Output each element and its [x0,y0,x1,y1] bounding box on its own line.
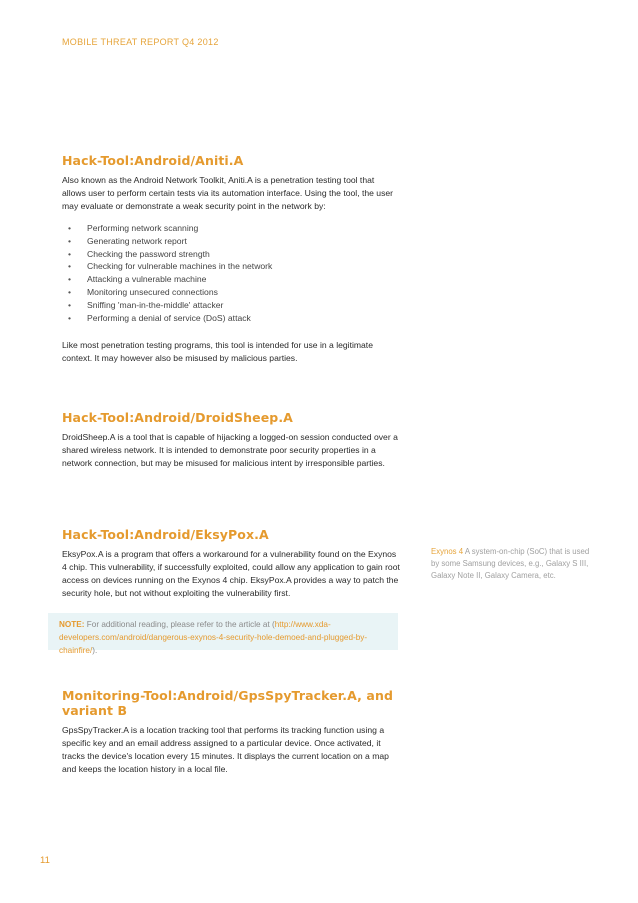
page-number: 11 [40,855,50,866]
capability-list [62,222,400,325]
list-item: • Sniffing 'man-in-the-middle' attacker [68,300,224,311]
section-intro: Also known as the Android Network Toolkit, Aniti.A is a penetration testing tool that allows user to perform certain tests via its automation interface. Using the tool, the user may evaluate or demonstrate a weak security point in the network by: [62,175,394,211]
bullet-icon: • [68,313,72,324]
note-box [48,613,398,655]
list-item: • Performing network scanning [68,222,199,233]
section-title: Hack-Tool:Android/DroidSheep.A [62,410,293,425]
section-body: DroidSheep.A is a tool that is capable of hijacking a logged-on session conducted over a shared wireless network. It is intended to demonstrate poor security properties in a network connection, but may be misused for malicious intent by irresponsible parties. [62,432,398,468]
sidenote-text: A system-on-chip (SoC) that is used by some Samsung devices, e.g., Galaxy S III, Galaxy Note II, Galaxy Camera, etc. [431,547,590,580]
sidenote-term: Exynos 4 [431,547,464,556]
list-item: • Monitoring unsecured connections [68,287,218,298]
section-gpsspytracker [62,688,407,776]
sidenote-exynos [431,546,591,581]
list-item: • Checking for vulnerable machines in the network [68,261,273,272]
list-item: • Attacking a vulnerable machine [68,274,207,285]
section-title: Hack-Tool:Android/Aniti.A [62,153,244,168]
note-label: NOTE: [59,620,85,629]
bullet-icon: • [68,235,72,246]
section-eksypox [62,527,400,600]
bullet-icon: • [68,222,72,233]
bullet-icon: • [68,300,72,311]
section-title: Monitoring-Tool:Android/GpsSpyTracker.A, and variant B [62,688,393,718]
bullet-icon: • [68,287,72,298]
bullet-icon: • [68,274,72,285]
section-body: GpsSpyTracker.A is a location tracking tool that performs its tracking function using a specific key and an email address assigned to a particular device. Once activated, it tracks the device's location every 15 minutes. It displays the current location on a map and keeps the location history in a local file. [62,725,389,774]
note-suffix: ). [92,645,98,655]
section-title: Hack-Tool:Android/EksyPox.A [62,527,269,542]
bullet-icon: • [68,248,72,259]
section-outro: Like most penetration testing programs, this tool is intended for use in a legitimate context. It may however also be misused by malicious parties. [62,339,373,363]
list-item: • Checking the password strength [68,248,210,259]
section-droidsheep [62,410,400,470]
list-item: • Performing a denial of service (DoS) attack [68,313,251,324]
report-header: MOBILE THREAT REPORT Q4 2012 [62,37,219,47]
list-item: • Generating network report [68,235,187,246]
section-aniti [62,153,400,365]
bullet-icon: • [68,261,72,272]
section-body: EksyPox.A is a program that offers a workaround for a vulnerability found on the Exynos 4 chip. This vulnerability, if successfully exploited, could allow any application to gain root access on devices running on the Exynos 4 chip. EksyPox.A provides a way to patch the security hole, but not without exploiting the vulnerability first. [62,549,400,598]
note-text: For additional reading, please refer to the article at ( [84,620,275,629]
article-link[interactable]: http://www.xda-developers.com/android/dangerous-exynos-4-security-hole-demoed-and-plugged-by-chainfire/ [59,620,368,655]
